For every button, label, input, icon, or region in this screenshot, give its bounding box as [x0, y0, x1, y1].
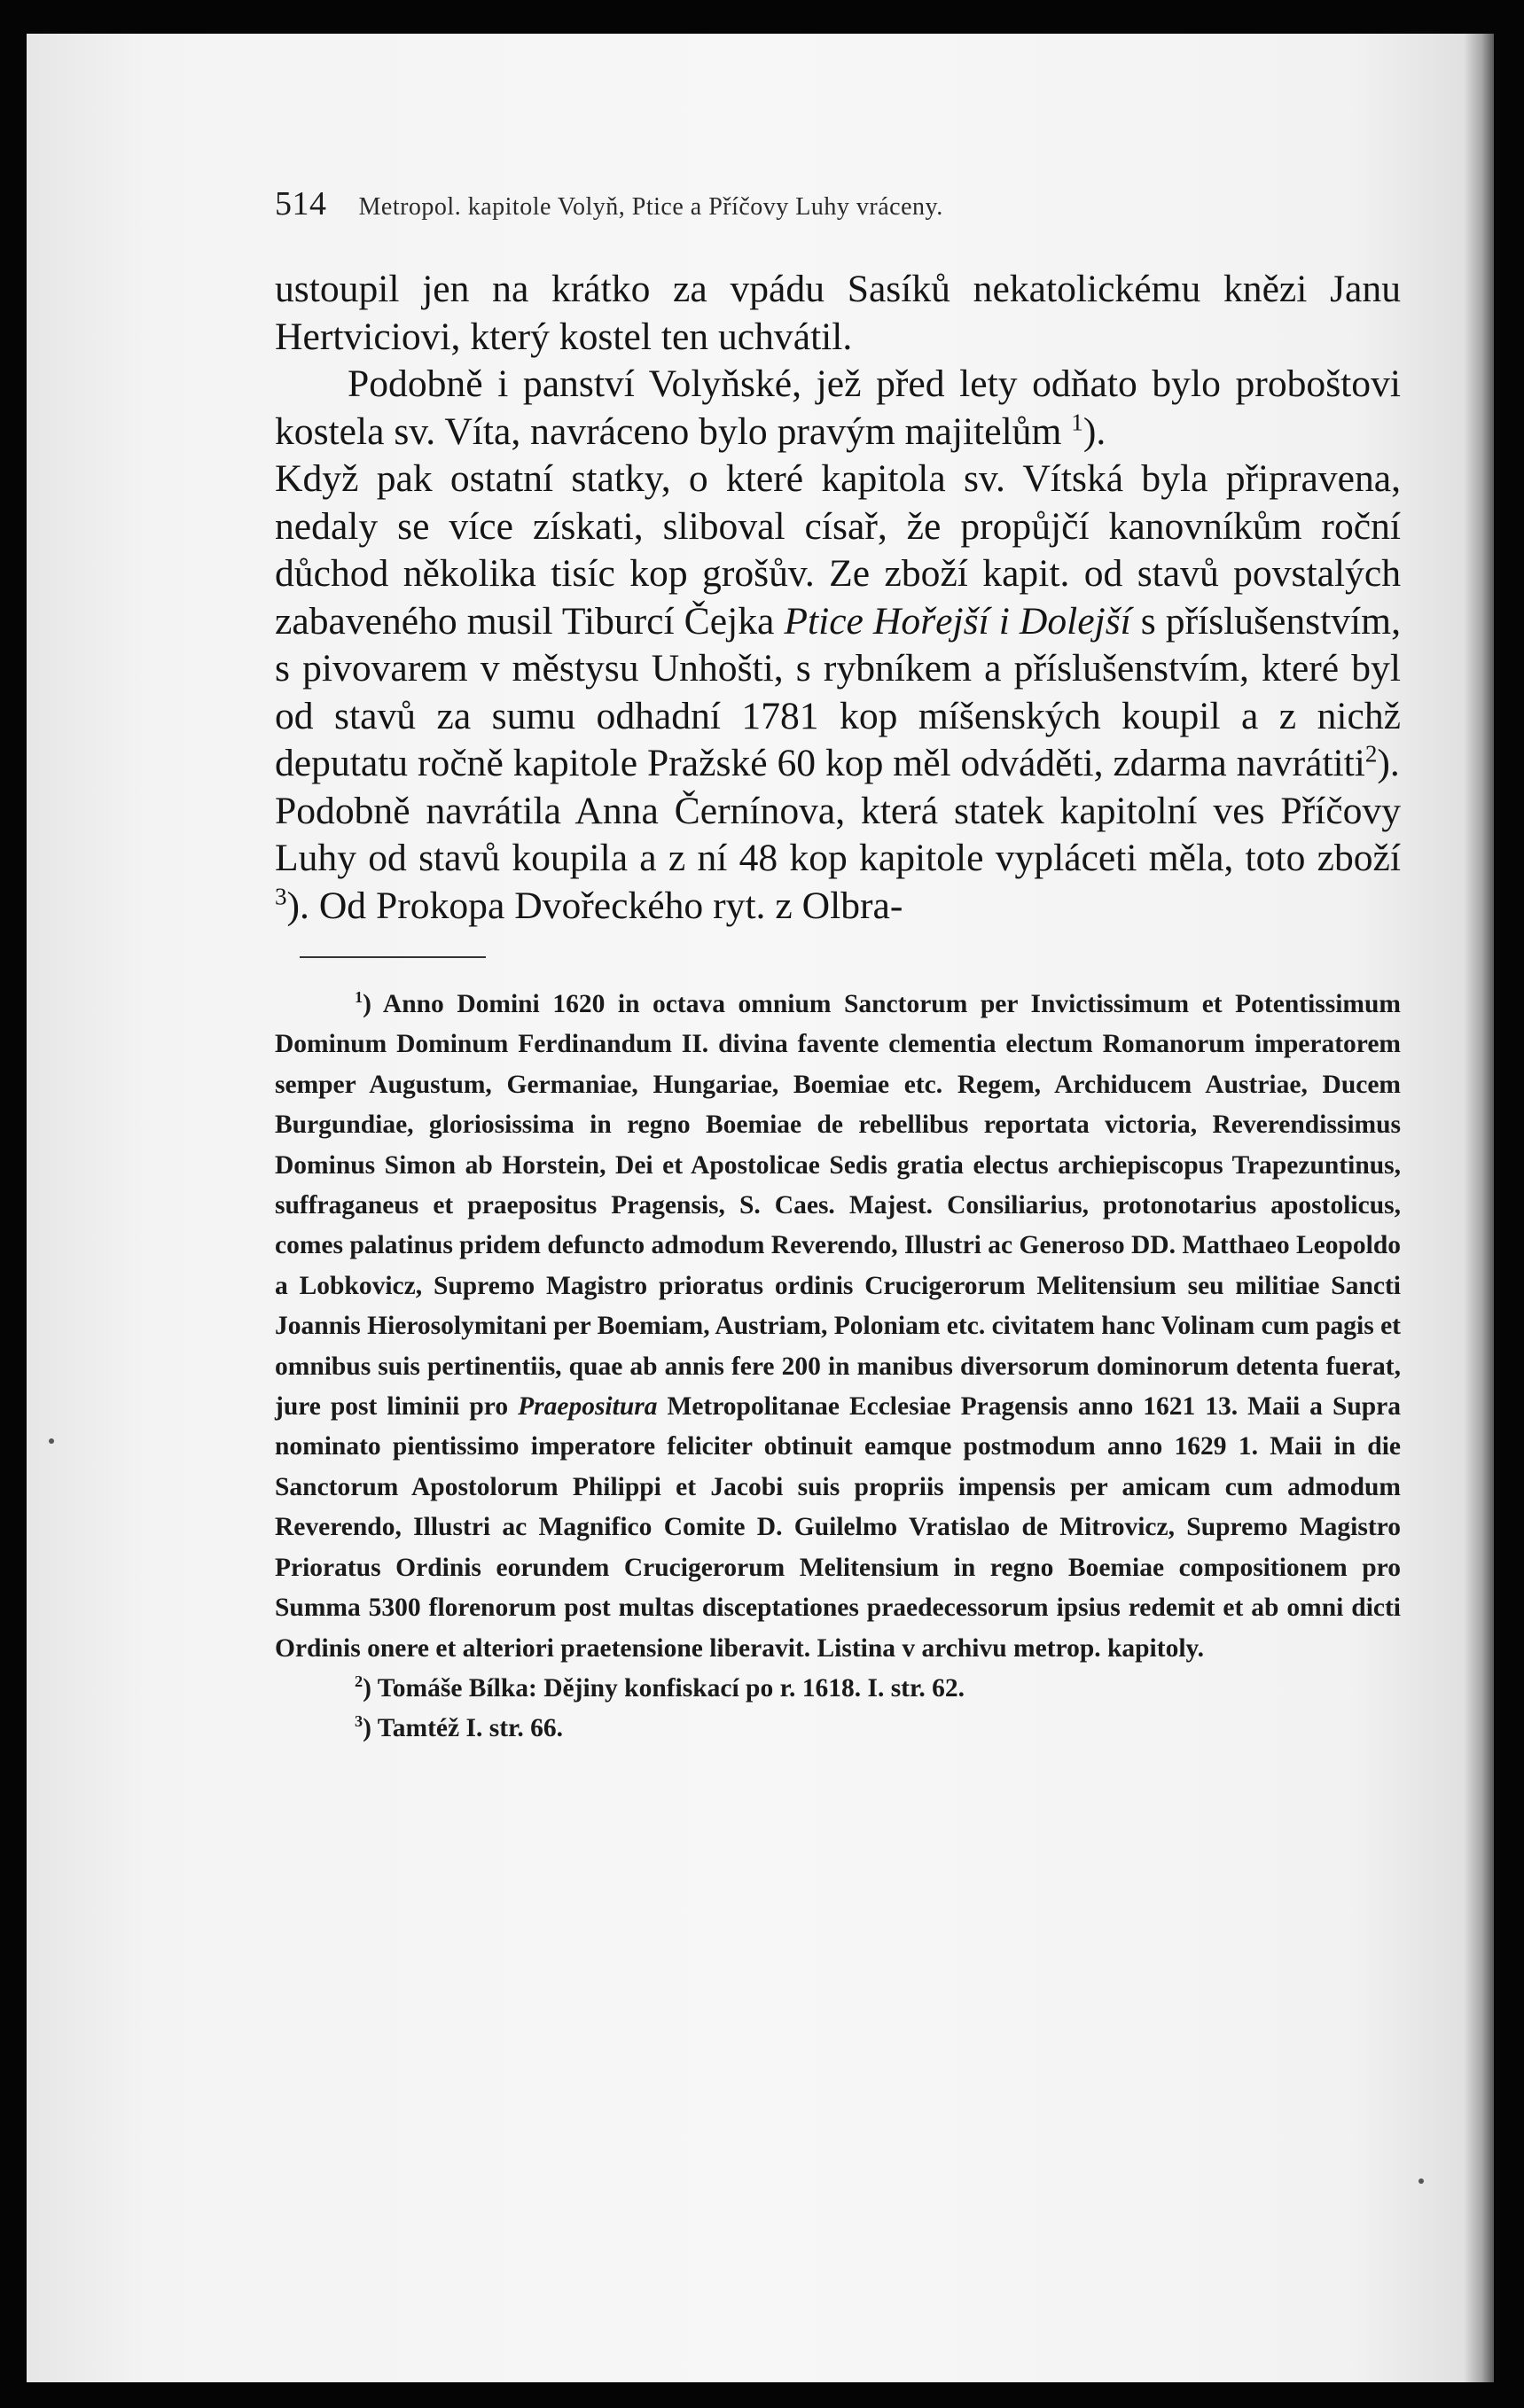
- paragraph-1: ustoupil jen na krátko za vpádu Sasíků nekatolickému knězi Janu Hertviciovi, který kostel ten uchvátil.: [275, 268, 1401, 358]
- paragraph-2-end: ).: [1082, 409, 1106, 453]
- body-text: [275, 266, 1401, 930]
- paragraph-2-text: Podobně i panství Volyňské, jež před lety odňato bylo proboštovi kostela sv. Víta, navráceno bylo pravým majitelům: [275, 362, 1401, 453]
- page-number: 514: [275, 185, 327, 222]
- book-page: [27, 34, 1494, 2382]
- footnote-1-text: ) Anno Domini 1620 in octava omnium Sanctorum per Invictissimum et Potentissimum Dominum Dominum Ferdinandum II. divina favente clementia electum Romanorum imperatorem semper Augustum, Germaniae, Hungariae, Boemiae etc. Regem, Archiducem Austriae, Ducem Burgundiae, gloriosissima in regno Boemiae de rebellibus reportata victoria, Reverendissimus Dominus Simon ab Horstein, Dei et Apostolicae Sedis gratia electus archiepiscopus Trapezuntinus, suffraganeus et praepositus Pragensis, S. Caes. Majest. Consiliarius, protonotarius apostolicus, comes palatinus pridem defuncto admodum Reverendo, Illustri ac Generoso DD. Matthaeo Leopoldo a Lobkovicz, Supremo Magistro prioratus ordinis Crucigerorum Melitensium seu militiae Sancti Joannis Hierosolymitani per Boemiam, Austriam, Poloniam etc. civitatem hanc Volinam cum pagis et omnibus suis pertinentiis, quae ab annis fere 200 in manibus diversorum dominorum detenta fuerat, jure post liminii pro: [275, 990, 1401, 1422]
- footnote-1-text-end: Metropolitanae Ecclesiae Pragensis anno 1621 13. Maii a Supra nominato pientissimo imperatore feliciter obtinuit eamque postmodum anno 1629 1. Maii in die Sanctorum Apostolorum Philippi et Jacobi suis propriis impensis per amicam cum admodum Reverendo, Illustri ac Magnifico Comite D. Guilelmo Vratislao de Mitrovicz, Supremo Magistro Prioratus Ordinis eorundem Crucigerorum Melitensium in regno Boemiae compositionem pro Summa 5300 florenorum post multas disceptationes praedecessorum ipsius redemit et ab omni dicti Ordinis onere et alteriori praetensione liberavit. Listina v archivu metrop. kapitoly.: [275, 1392, 1402, 1663]
- footnote-3: [275, 1709, 1401, 1749]
- paragraph-3: [275, 456, 1401, 788]
- footnotes: [275, 985, 1401, 1750]
- place-name-italic: Ptice Hořejší i Dolejší: [784, 599, 1131, 643]
- footnote-rule: [300, 956, 486, 958]
- footnote-ref-1: 1: [1071, 408, 1083, 435]
- footnote-ref-2: 2: [1364, 740, 1378, 768]
- footnote-2: [275, 1669, 1401, 1709]
- paragraph-2: [275, 361, 1401, 456]
- paragraph-3-cont: s příslušenstvím, s pivovarem v městysu Unhošti, s rybníkem a příslušenstvím, které byl od stavů za sumu odhadní 1781 kop míšenských koupil a z nichž deputatu ročně kapitole Pražské 60 kop měl odváděti, zdarma navrátiti: [275, 599, 1401, 784]
- footnote-1-italic: Praepositura: [518, 1392, 658, 1422]
- footnote-2-marker: 2: [355, 1672, 363, 1691]
- footnote-1: [275, 985, 1401, 1669]
- footnote-3-text: ) Tamtéž I. str. 66.: [363, 1714, 564, 1743]
- footnote-1-marker: 1: [355, 988, 363, 1007]
- footnote-ref-3: 3: [275, 882, 287, 909]
- paragraph-4: [275, 788, 1401, 931]
- scan-speck: [49, 1438, 54, 1444]
- paragraph-3-text: Když pak ostatní statky, o které kapitola sv. Vítská byla připravena, nedaly se více získati, sliboval císař, že propůjčí kanovníkům roční důchod několika tisíc kop grošův. Ze zboží kapit. od stavů povstalých zabaveného musil Tiburcí Čejka: [275, 457, 1401, 643]
- scan-speck: [1418, 2178, 1424, 2184]
- running-header: [275, 184, 1401, 223]
- running-title: Metropol. kapitole Volyň, Ptice a Příčovy Luhy vráceny.: [358, 193, 943, 221]
- footnote-3-marker: 3: [355, 1712, 363, 1731]
- paragraph-4-end: ). Od Prokopa Dvořeckého ryt. z Olbra-: [286, 884, 903, 927]
- paragraph-3-end: ).: [1377, 742, 1400, 784]
- text-block: [275, 184, 1401, 1750]
- footnote-2-text: ) Tomáše Bílka: Dějiny konfiskací po r. 1618. I. str. 62.: [363, 1673, 965, 1703]
- paragraph-4-text: Podobně navrátila Anna Černínova, která statek kapitolní ves Příčovy Luhy od stavů koupila a z ní 48 kop kapitole vypláceti měla, toto zboží: [275, 789, 1401, 879]
- gutter-shadow: [1464, 34, 1494, 2382]
